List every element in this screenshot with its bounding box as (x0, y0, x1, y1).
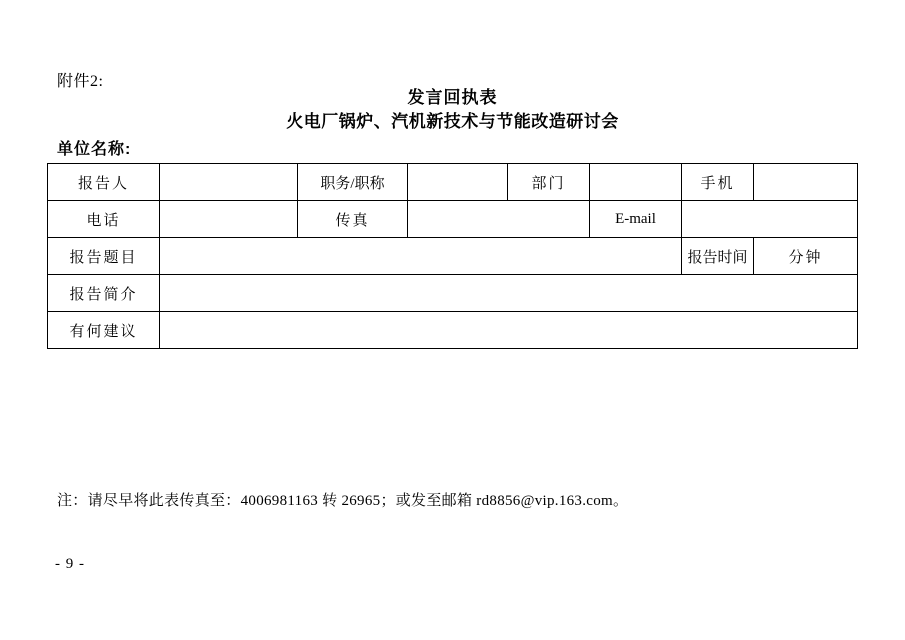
reply-form-table (47, 163, 858, 349)
field-reporter[interactable] (160, 164, 298, 201)
label-suggestions: 有何建议 (48, 312, 160, 349)
field-email[interactable] (682, 201, 858, 238)
field-suggestions[interactable] (160, 312, 858, 349)
field-phone[interactable] (160, 201, 298, 238)
form-note: 注：请尽早将此表传真至：4006981163 转 26965；或发至邮箱 rd8856@vip.163.com。 (57, 493, 629, 509)
field-department[interactable] (590, 164, 682, 201)
field-report-duration-unit[interactable]: 分钟 (754, 238, 858, 275)
field-report-abstract[interactable] (160, 275, 858, 312)
label-phone: 电话 (48, 201, 160, 238)
field-position-title[interactable] (408, 164, 508, 201)
field-report-topic[interactable] (160, 238, 682, 275)
field-fax[interactable] (408, 201, 590, 238)
attachment-label: 附件2: (57, 73, 104, 90)
table-row (48, 312, 858, 349)
title-block (0, 86, 905, 134)
label-reporter: 报告人 (48, 164, 160, 201)
label-report-topic: 报告题目 (48, 238, 160, 275)
label-department: 部门 (508, 164, 590, 201)
label-report-duration: 报告时间 (682, 238, 754, 275)
label-email: E-mail (590, 201, 682, 238)
table-row (48, 275, 858, 312)
page-number: - 9 - (55, 556, 85, 572)
table-row (48, 201, 858, 238)
page-subtitle: 火电厂锅炉、汽机新技术与节能改造研讨会 (286, 112, 619, 131)
table-row (48, 238, 858, 275)
field-mobile[interactable] (754, 164, 858, 201)
label-mobile: 手机 (682, 164, 754, 201)
label-fax: 传真 (298, 201, 408, 238)
table-row (48, 164, 858, 201)
page-title: 发言回执表 (407, 88, 498, 107)
unit-name-label: 单位名称: (57, 141, 132, 158)
label-report-abstract: 报告简介 (48, 275, 160, 312)
label-position-title: 职务/职称 (298, 164, 408, 201)
